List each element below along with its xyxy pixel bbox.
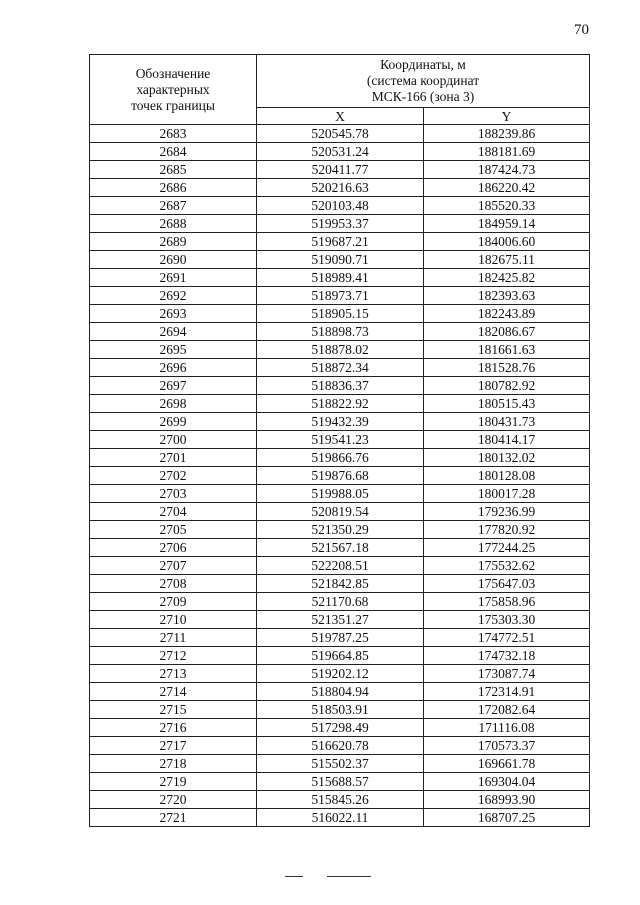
y-coordinate-cell: 180132.02 [424, 449, 590, 467]
table-row [90, 251, 590, 269]
y-coordinate-cell: 180017.28 [424, 485, 590, 503]
table-row [90, 647, 590, 665]
point-id-cell: 2687 [90, 197, 257, 215]
y-coordinate-cell: 181528.76 [424, 359, 590, 377]
y-coordinate-cell: 177820.92 [424, 521, 590, 539]
y-column-header: Y [424, 108, 590, 125]
table-row [90, 449, 590, 467]
point-id-cell: 2702 [90, 467, 257, 485]
y-coordinate-cell: 172082.64 [424, 701, 590, 719]
point-id-cell: 2710 [90, 611, 257, 629]
y-coordinate-cell: 168707.25 [424, 809, 590, 827]
table-row [90, 233, 590, 251]
y-coordinate-cell: 180515.43 [424, 395, 590, 413]
point-id-cell: 2719 [90, 773, 257, 791]
x-coordinate-cell: 515688.57 [257, 773, 424, 791]
x-coordinate-cell: 518872.34 [257, 359, 424, 377]
footer-line-right [327, 876, 371, 877]
x-coordinate-cell: 519090.71 [257, 251, 424, 269]
y-coordinate-cell: 180782.92 [424, 377, 590, 395]
y-coordinate-cell: 180431.73 [424, 413, 590, 431]
x-coordinate-cell: 518898.73 [257, 323, 424, 341]
x-coordinate-cell: 520819.54 [257, 503, 424, 521]
point-id-cell: 2703 [90, 485, 257, 503]
x-coordinate-cell: 519687.21 [257, 233, 424, 251]
y-coordinate-cell: 174732.18 [424, 647, 590, 665]
point-id-cell: 2683 [90, 125, 257, 143]
table-row [90, 521, 590, 539]
table-row [90, 179, 590, 197]
point-id-cell: 2697 [90, 377, 257, 395]
x-coordinate-cell: 521842.85 [257, 575, 424, 593]
x-coordinate-cell: 521567.18 [257, 539, 424, 557]
y-coordinate-cell: 172314.91 [424, 683, 590, 701]
y-coordinate-cell: 169661.78 [424, 755, 590, 773]
point-id-cell: 2701 [90, 449, 257, 467]
table-row [90, 323, 590, 341]
table-row [90, 287, 590, 305]
x-coordinate-cell: 519866.76 [257, 449, 424, 467]
point-id-cell: 2713 [90, 665, 257, 683]
y-coordinate-cell: 175647.03 [424, 575, 590, 593]
y-coordinate-cell: 180414.17 [424, 431, 590, 449]
point-id-cell: 2720 [90, 791, 257, 809]
table-row [90, 755, 590, 773]
table-row [90, 269, 590, 287]
table-row [90, 377, 590, 395]
point-id-cell: 2689 [90, 233, 257, 251]
x-coordinate-cell: 518973.71 [257, 287, 424, 305]
y-coordinate-cell: 187424.73 [424, 161, 590, 179]
x-coordinate-cell: 518905.15 [257, 305, 424, 323]
table-row [90, 341, 590, 359]
y-coordinate-cell: 170573.37 [424, 737, 590, 755]
table-row [90, 359, 590, 377]
coordinates-header: Координаты, м (система координат МСК-166 (зона 3) [257, 55, 590, 108]
table-row [90, 773, 590, 791]
table-row [90, 503, 590, 521]
point-id-cell: 2691 [90, 269, 257, 287]
y-coordinate-cell: 168993.90 [424, 791, 590, 809]
y-coordinate-cell: 184959.14 [424, 215, 590, 233]
table-row [90, 485, 590, 503]
x-coordinate-cell: 519664.85 [257, 647, 424, 665]
x-coordinate-cell: 519202.12 [257, 665, 424, 683]
x-coordinate-cell: 521170.68 [257, 593, 424, 611]
table-row [90, 791, 590, 809]
y-coordinate-cell: 188239.86 [424, 125, 590, 143]
table-row [90, 683, 590, 701]
x-coordinate-cell: 521350.29 [257, 521, 424, 539]
table-row [90, 557, 590, 575]
point-id-cell: 2705 [90, 521, 257, 539]
x-coordinate-cell: 515845.26 [257, 791, 424, 809]
table-row [90, 539, 590, 557]
table-row [90, 629, 590, 647]
table-row [90, 143, 590, 161]
x-coordinate-cell: 518804.94 [257, 683, 424, 701]
x-coordinate-cell: 516620.78 [257, 737, 424, 755]
point-id-cell: 2695 [90, 341, 257, 359]
table-row [90, 215, 590, 233]
y-coordinate-cell: 182243.89 [424, 305, 590, 323]
x-coordinate-cell: 519541.23 [257, 431, 424, 449]
y-coordinate-cell: 177244.25 [424, 539, 590, 557]
table-body [90, 125, 590, 827]
x-coordinate-cell: 518822.92 [257, 395, 424, 413]
point-id-cell: 2692 [90, 287, 257, 305]
point-id-cell: 2704 [90, 503, 257, 521]
point-id-cell: 2696 [90, 359, 257, 377]
y-coordinate-cell: 174772.51 [424, 629, 590, 647]
point-id-cell: 2684 [90, 143, 257, 161]
point-id-cell: 2721 [90, 809, 257, 827]
coordinates-table [89, 54, 590, 827]
point-id-cell: 2698 [90, 395, 257, 413]
footer-line-left [285, 876, 303, 877]
y-coordinate-cell: 185520.33 [424, 197, 590, 215]
x-coordinate-cell: 522208.51 [257, 557, 424, 575]
y-coordinate-cell: 184006.60 [424, 233, 590, 251]
y-coordinate-cell: 169304.04 [424, 773, 590, 791]
x-coordinate-cell: 520411.77 [257, 161, 424, 179]
x-coordinate-cell: 517298.49 [257, 719, 424, 737]
table-row [90, 467, 590, 485]
table-row [90, 305, 590, 323]
x-coordinate-cell: 520216.63 [257, 179, 424, 197]
table-row [90, 431, 590, 449]
table-row [90, 719, 590, 737]
point-id-cell: 2688 [90, 215, 257, 233]
x-coordinate-cell: 518878.02 [257, 341, 424, 359]
point-id-cell: 2712 [90, 647, 257, 665]
x-coordinate-cell: 519953.37 [257, 215, 424, 233]
y-coordinate-cell: 173087.74 [424, 665, 590, 683]
x-coordinate-cell: 516022.11 [257, 809, 424, 827]
x-coordinate-cell: 518989.41 [257, 269, 424, 287]
y-coordinate-cell: 175303.30 [424, 611, 590, 629]
x-coordinate-cell: 519787.25 [257, 629, 424, 647]
point-id-cell: 2708 [90, 575, 257, 593]
table-row [90, 593, 590, 611]
y-coordinate-cell: 182086.67 [424, 323, 590, 341]
x-coordinate-cell: 519876.68 [257, 467, 424, 485]
table-row [90, 413, 590, 431]
table-row [90, 665, 590, 683]
table-row [90, 737, 590, 755]
x-column-header: X [257, 108, 424, 125]
y-coordinate-cell: 175858.96 [424, 593, 590, 611]
y-coordinate-cell: 181661.63 [424, 341, 590, 359]
y-coordinate-cell: 180128.08 [424, 467, 590, 485]
y-coordinate-cell: 171116.08 [424, 719, 590, 737]
table-row [90, 575, 590, 593]
x-coordinate-cell: 515502.37 [257, 755, 424, 773]
page-number: 70 [574, 22, 589, 38]
table-row [90, 197, 590, 215]
y-coordinate-cell: 186220.42 [424, 179, 590, 197]
x-coordinate-cell: 521351.27 [257, 611, 424, 629]
point-id-cell: 2690 [90, 251, 257, 269]
point-id-cell: 2693 [90, 305, 257, 323]
point-id-cell: 2716 [90, 719, 257, 737]
point-id-cell: 2686 [90, 179, 257, 197]
y-coordinate-cell: 182393.63 [424, 287, 590, 305]
point-id-cell: 2709 [90, 593, 257, 611]
y-coordinate-cell: 179236.99 [424, 503, 590, 521]
x-coordinate-cell: 519432.39 [257, 413, 424, 431]
point-id-cell: 2715 [90, 701, 257, 719]
point-id-cell: 2694 [90, 323, 257, 341]
y-coordinate-cell: 182425.82 [424, 269, 590, 287]
footer-marks [285, 876, 375, 878]
x-coordinate-cell: 519988.05 [257, 485, 424, 503]
point-id-cell: 2718 [90, 755, 257, 773]
point-id-cell: 2700 [90, 431, 257, 449]
x-coordinate-cell: 520531.24 [257, 143, 424, 161]
x-coordinate-cell: 518836.37 [257, 377, 424, 395]
y-coordinate-cell: 188181.69 [424, 143, 590, 161]
point-id-cell: 2711 [90, 629, 257, 647]
table-row [90, 161, 590, 179]
y-coordinate-cell: 175532.62 [424, 557, 590, 575]
table-row [90, 395, 590, 413]
x-coordinate-cell: 520103.48 [257, 197, 424, 215]
point-id-cell: 2699 [90, 413, 257, 431]
x-coordinate-cell: 520545.78 [257, 125, 424, 143]
table-row [90, 125, 590, 143]
designation-header: Обозначение характерных точек границы [90, 55, 257, 125]
point-id-cell: 2707 [90, 557, 257, 575]
point-id-cell: 2706 [90, 539, 257, 557]
x-coordinate-cell: 518503.91 [257, 701, 424, 719]
table-row [90, 611, 590, 629]
table-header [90, 55, 590, 125]
y-coordinate-cell: 182675.11 [424, 251, 590, 269]
point-id-cell: 2685 [90, 161, 257, 179]
table-row [90, 701, 590, 719]
point-id-cell: 2717 [90, 737, 257, 755]
table-row [90, 809, 590, 827]
point-id-cell: 2714 [90, 683, 257, 701]
